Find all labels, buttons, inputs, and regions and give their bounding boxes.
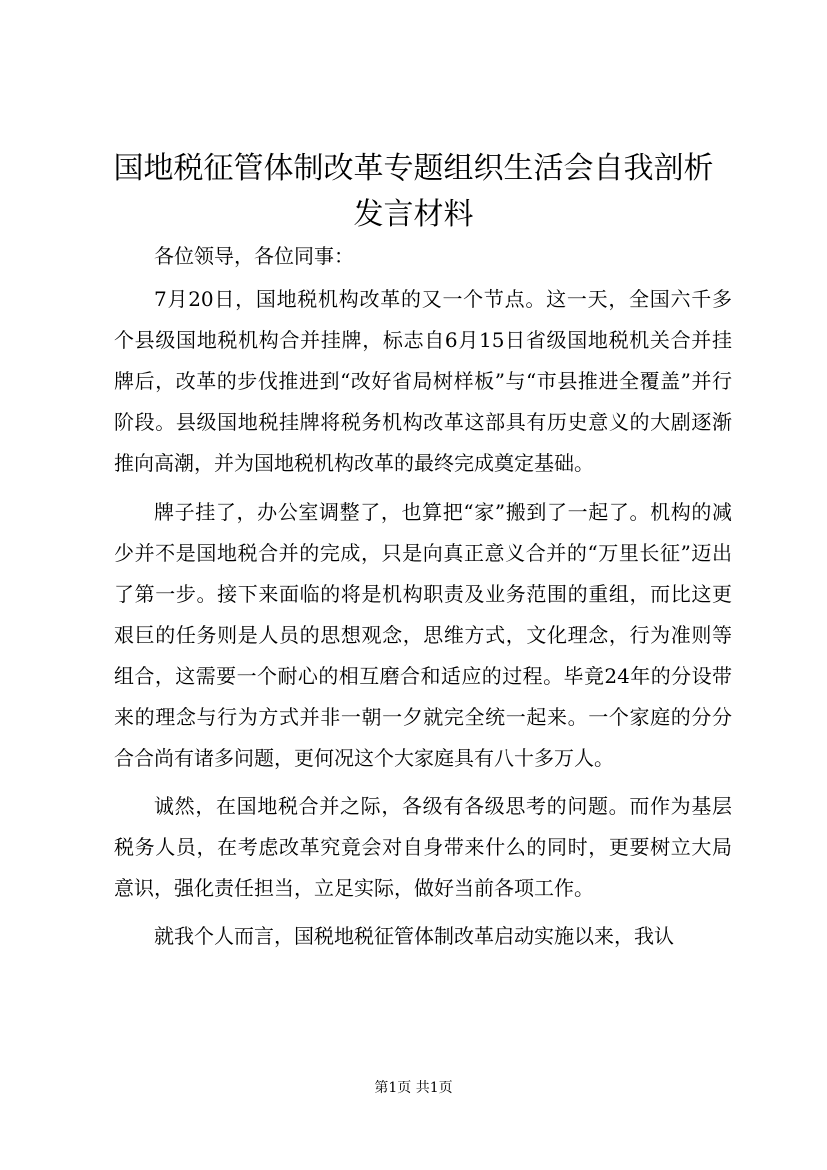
document-title: [60, 146, 767, 238]
body-paragraph: 就我个人而言，国税地税征管体制改革启动实施以来，我认: [154, 924, 674, 948]
salutation-paragraph: 各位领导，各位同事：: [154, 244, 354, 268]
document-body: [114, 236, 732, 957]
title-line-2: 发言材料: [353, 197, 474, 232]
title-line-1: 国地税征管体制改革专题组织生活会自我剖析: [113, 151, 714, 186]
body-paragraph: 牌子挂了，办公室调整了，也算把“家”搬到了一起了。机构的减少并不是国地税合并的完成，只是向真正意义合并的“万里长征”迈出了第一步。接下来面临的将是机构职责及业务范围的重组，而比这更艰巨的任务则是人员的思想观念，思维方式，文化理念，行为准则等组合，这需要一个耐心的相互磨合和适应的过程。毕竟24年的分设带来的理念与行为方式并非一朝一夕就完全统一起来。一个家庭的分分合合尚有诸多问题，更何况这个大家庭具有八十多万人。: [114, 500, 732, 770]
page-footer: 第1页 共1页: [374, 1080, 453, 1096]
body-paragraph: 诚然，在国地税合并之际，各级有各级思考的问题。而作为基层税务人员，在考虑改革究竟会对自身带来什么的同时，更要树立大局意识，强化责任担当，立足实际，做好当前各项工作。: [114, 794, 732, 900]
body-paragraph: 7月20日，国地税机构改革的又一个节点。这一天，全国六千多个县级国地税机构合并挂牌，标志自6月15日省级国地税机关合并挂牌后，改革的步伐推进到“改好省局树样板”与“市县推进全覆盖”并行阶段。县级国地税挂牌将税务机构改革这部具有历史意义的大剧逐渐推向高潮，并为国地税机构改革的最终完成奠定基础。: [114, 287, 732, 475]
